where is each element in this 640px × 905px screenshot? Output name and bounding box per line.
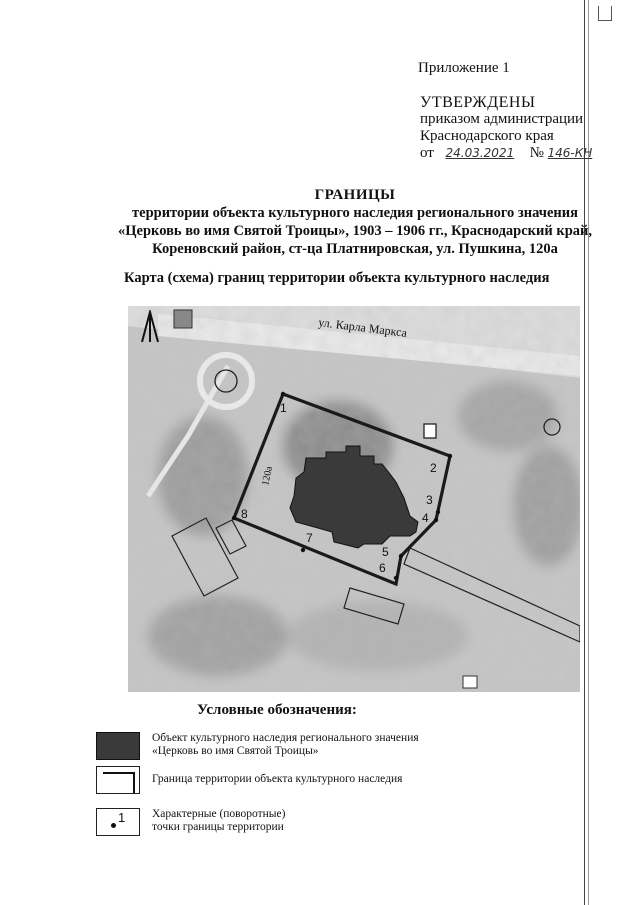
legend-point-line-1: Характерные (поворотные): [152, 808, 286, 820]
approval-date-row: [420, 145, 596, 162]
document-heading: [100, 186, 610, 258]
heading-main: ГРАНИЦЫ: [314, 187, 396, 203]
legend-boundary-icon: [96, 766, 140, 794]
number-prefix: №: [529, 145, 544, 161]
point-label-1: 1: [280, 401, 287, 415]
point-label-7: 7: [306, 531, 313, 545]
approved-title: УТВЕРЖДЕНЫ: [420, 94, 536, 111]
small-structure: [424, 424, 436, 438]
approval-number: 146-КН: [547, 146, 593, 160]
approval-date: 24.03.2021: [445, 146, 515, 160]
map-image: [128, 306, 580, 692]
point-label-8: 8: [241, 507, 248, 521]
satellite-map: [128, 306, 580, 692]
point-label-6: 6: [379, 561, 386, 575]
legend-church-line-2: «Церковь во имя Святой Троицы»: [152, 745, 319, 757]
small-shed: [463, 676, 477, 688]
appendix-label: Приложение 1: [418, 60, 510, 76]
street-label: ул. Карла Маркса: [317, 315, 408, 340]
north-arrow-icon: [140, 310, 160, 344]
legend-title: Условные обозначения:: [197, 702, 357, 718]
heading-line-2: «Церковь во имя Святой Троицы», 1903 – 1906 гг., Краснодарский край,: [118, 223, 592, 239]
legend-point-line-2: точки границы территории: [152, 821, 284, 833]
corner-mark: [598, 6, 612, 21]
point-label-5: 5: [382, 545, 389, 559]
legend-boundary-label: Граница территории объекта культурного наследия: [152, 773, 403, 785]
approved-line-2: Краснодарского края: [420, 128, 554, 144]
point-label-2: 2: [430, 461, 437, 475]
legend-point-number: 1: [118, 810, 126, 825]
point-label-4: 4: [422, 511, 429, 525]
heading-line-1: территории объекта культурного наследия регионального значения: [132, 205, 578, 221]
map-title: Карта (схема) границ территории объекта культурного наследия: [124, 270, 550, 286]
point-label-3: 3: [426, 493, 433, 507]
address-label: 120a: [260, 465, 275, 487]
heading-line-3: Кореновский район, ст-ца Платнировская, ул. Пушкина, 120а: [152, 241, 558, 257]
legend-point-icon: [96, 808, 140, 836]
approved-line-1: приказом администрации: [420, 111, 584, 127]
legend-church-line-1: Объект культурного наследия регионального значения: [152, 732, 419, 744]
legend-church-icon: [96, 732, 140, 760]
date-prefix: от: [420, 145, 434, 161]
small-building: [174, 310, 192, 328]
approval-block: [420, 94, 596, 162]
